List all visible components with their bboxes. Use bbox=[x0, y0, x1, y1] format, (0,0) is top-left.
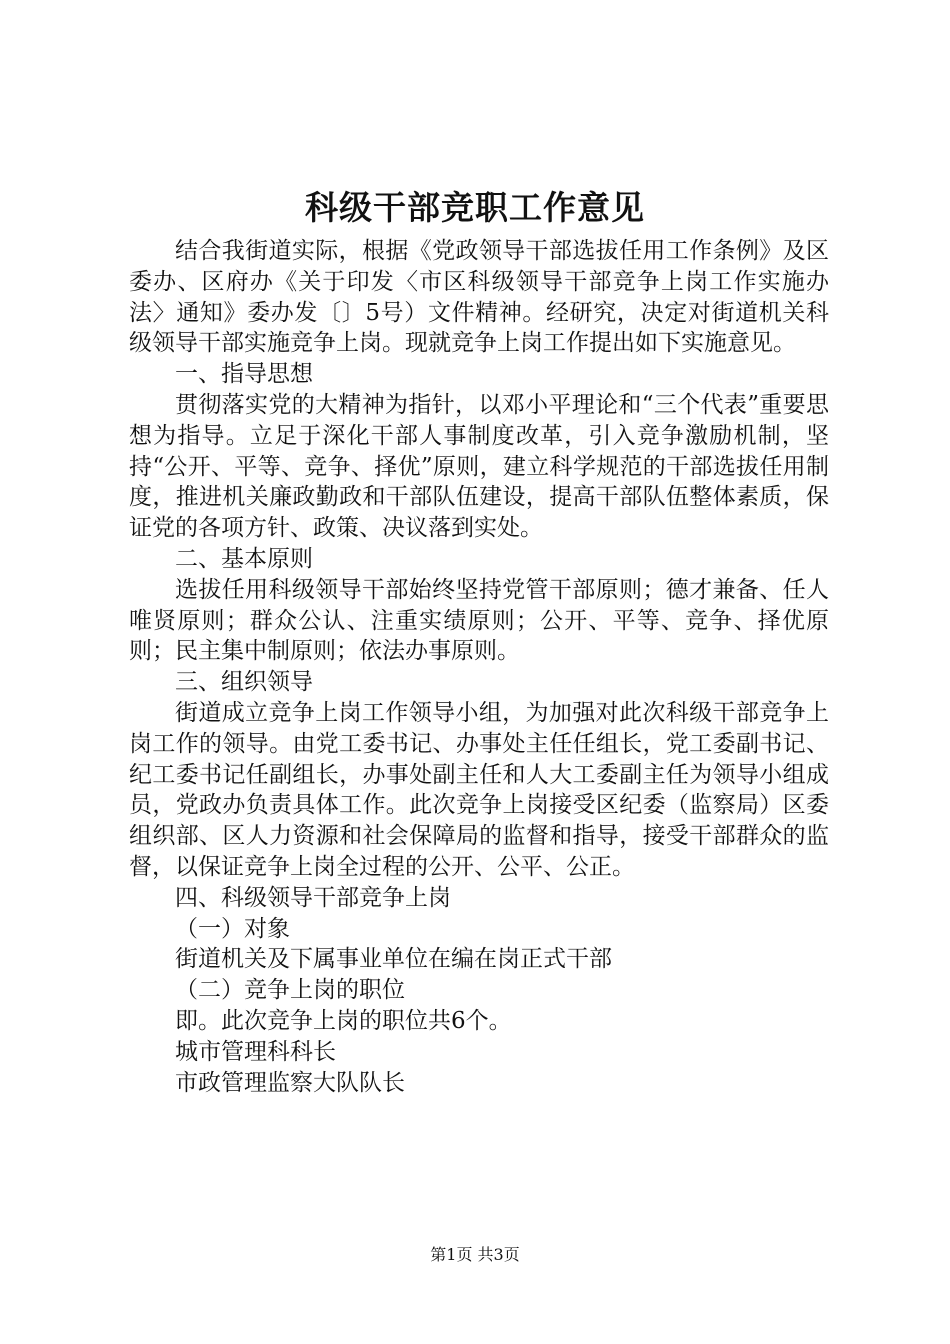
section-heading-organization: 三、组织领导 bbox=[175, 669, 313, 696]
document-body bbox=[129, 236, 829, 1098]
section-text-guiding-ideology: 贯彻落实党的大精神为指针，以邓小平理论和“三个代表”重要思想为指导。立足于深化干部人事制度改革，引入竞争激励机制，坚持“公开、平等、竞争、择优”原则，建立科学规范的干部选拔任用制度，推进机关廉政勤政和干部队伍建设，提高干部队伍整体素质，保证党的各项方针、政策、决议落到实处。 bbox=[129, 391, 829, 542]
intro-paragraph: 结合我街道实际，根据《党政领导干部选拔任用工作条例》及区委办、区府办《关于印发〈市区科级领导干部竞争上岗工作实施办法〉通知》委办发〔〕5号）文件精神。经研究，决定对街道机关科级领导干部实施竞争上岗。现就竞争上岗工作提出如下实施意见。 bbox=[129, 238, 829, 357]
section-heading-basic-principles: 二、基本原则 bbox=[175, 545, 313, 572]
section-text-organization: 街道成立竞争上岗工作领导小组，为加强对此次科级干部竞争上岗工作的领导。由党工委书记、办事处主任任组长，党工委副书记、纪工委书记任副组长，办事处副主任和人大工委副主任为领导小组成员，党政办负责具体工作。此次竞争上岗接受区纪委（监察局）区委组织部、区人力资源和社会保障局的监督和指导，接受干部群众的监督，以保证竞争上岗全过程的公开、公平、公正。 bbox=[129, 699, 829, 880]
section-text-basic-principles: 选拔任用科级领导干部始终坚持党管干部原则；德才兼备、任人唯贤原则；群众公认、注重实绩原则；公开、平等、竞争、择优原则；民主集中制原则；依法办事原则。 bbox=[129, 576, 829, 665]
document-title: 科级干部竞职工作意见 bbox=[305, 188, 645, 227]
section-heading-guiding-ideology: 一、指导思想 bbox=[175, 361, 313, 388]
page-footer: 第1页 共3页 bbox=[430, 1245, 520, 1264]
position-item: 市政管理监察大队队长 bbox=[175, 1069, 405, 1096]
position-item: 城市管理科科长 bbox=[175, 1038, 336, 1065]
subsection-text-positions: 即。此次竞争上岗的职位共6个。 bbox=[175, 1007, 512, 1034]
subsection-heading-target: （一）对象 bbox=[175, 915, 290, 942]
section-heading-competition: 四、科级领导干部竞争上岗 bbox=[175, 884, 451, 911]
subsection-heading-positions: （二）竞争上岗的职位 bbox=[175, 977, 405, 1004]
subsection-text-target: 街道机关及下属事业单位在编在岗正式干部 bbox=[175, 946, 612, 973]
